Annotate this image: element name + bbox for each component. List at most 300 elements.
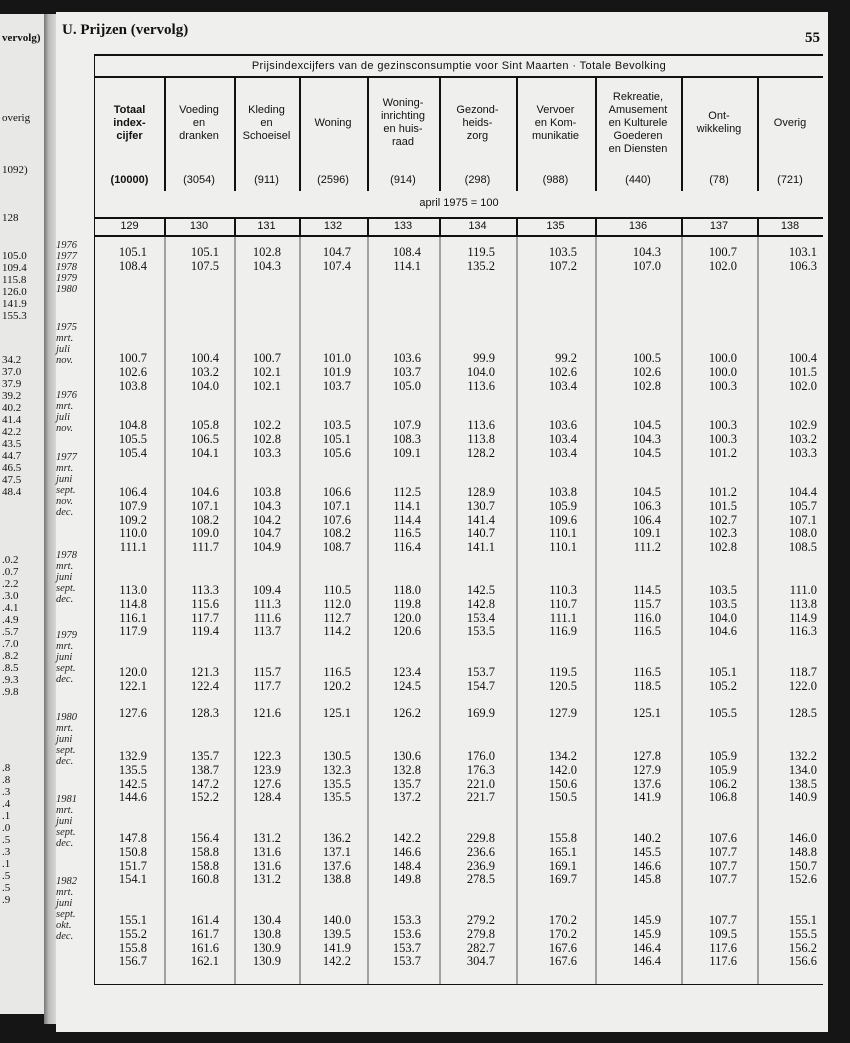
index-value: 121.6 (252, 706, 281, 721)
index-value: 148.4 (392, 858, 421, 873)
index-value: 236.9 (466, 858, 495, 873)
index-value: 114.8 (119, 596, 147, 611)
index-value: 104.2 (252, 512, 281, 527)
index-value: 102.6 (632, 364, 661, 379)
index-value: 102.0 (788, 378, 817, 393)
previous-page-value: .8.5 (2, 662, 19, 674)
index-value: 138.7 (190, 762, 219, 777)
index-value: 130.8 (252, 926, 281, 941)
index-value: 102.9 (788, 418, 817, 432)
column-weight: (911) (254, 174, 279, 186)
index-value: 132.8 (392, 762, 421, 777)
index-value: 104.8 (118, 418, 147, 432)
previous-page-value: 37.9 (2, 378, 22, 390)
index-value: 116.1 (119, 610, 147, 625)
index-value: 104.0 (466, 364, 495, 379)
index-value: 142.8 (466, 596, 495, 611)
index-value: 104.7 (252, 526, 281, 541)
index-value: 117.7 (191, 610, 219, 625)
column-header: Woning (314, 116, 352, 129)
column-header: Totaal index- cijfer (113, 103, 146, 142)
index-value: 110.1 (549, 526, 577, 541)
index-value: 111.7 (191, 540, 219, 555)
index-value: 109.1 (392, 445, 421, 460)
index-value: 105.9 (548, 498, 577, 513)
index-value: 111.0 (789, 583, 817, 597)
index-value: 109.4 (252, 583, 281, 597)
index-value: 169.9 (466, 706, 495, 721)
index-value: 99.9 (473, 351, 495, 365)
year-label: 1980 (56, 284, 77, 295)
column-number: 132 (323, 220, 343, 232)
year-label: dec. (56, 594, 74, 605)
index-value: 120.0 (392, 610, 421, 625)
year-label: sept. (56, 485, 76, 496)
previous-page-value: 126.0 (2, 286, 27, 298)
index-value: 106.6 (322, 485, 351, 499)
index-value: 141.9 (632, 790, 661, 805)
index-value: 141.1 (466, 540, 495, 555)
index-value: 99.2 (555, 351, 577, 365)
index-value: 103.8 (252, 485, 281, 499)
index-value: 104.6 (190, 485, 219, 499)
index-value: 115.6 (191, 596, 219, 611)
index-value: 108.3 (392, 431, 421, 446)
index-value: 146.4 (632, 954, 661, 969)
previous-page-value: .9.3 (2, 674, 19, 686)
previous-page-value: 37.0 (2, 366, 22, 378)
data-cell-group (95, 666, 817, 721)
index-value: 116.9 (549, 624, 577, 639)
index-value: 137.6 (632, 776, 661, 791)
index-value: 107.1 (788, 512, 817, 527)
index-value: 141.9 (322, 940, 351, 955)
previous-page-value: 115.8 (2, 274, 27, 286)
index-value: 120.6 (392, 624, 421, 639)
index-value: 146.4 (632, 940, 661, 955)
index-value: 110.0 (119, 526, 147, 541)
year-label: mrt. (56, 463, 74, 474)
index-value: 120.5 (548, 678, 577, 693)
index-value: 107.5 (190, 258, 219, 273)
index-value: 104.0 (708, 610, 737, 625)
index-value: 156.6 (788, 954, 817, 969)
previous-page-value: 141.9 (2, 298, 27, 310)
previous-page-value: 155.3 (2, 310, 27, 322)
previous-page-value: 41.4 (2, 414, 22, 426)
index-value: 158.8 (190, 858, 219, 873)
index-value: 154.1 (118, 872, 147, 887)
index-value: 123.9 (252, 762, 281, 777)
index-value: 103.7 (322, 378, 351, 393)
table-rule (95, 235, 823, 237)
index-value: 115.7 (253, 665, 281, 679)
previous-page-value: .4.9 (2, 614, 19, 626)
index-value: 100.3 (708, 431, 737, 446)
index-value: 146.0 (788, 831, 817, 845)
index-value: 108.4 (392, 245, 421, 259)
year-label: mrt. (56, 401, 74, 412)
year-label: sept. (56, 827, 76, 838)
previous-page-value: .1 (2, 810, 11, 822)
data-cell-group (95, 352, 817, 393)
index-value: 132.2 (788, 749, 817, 763)
year-label: 1976 (56, 390, 77, 401)
index-value: 127.8 (632, 749, 661, 763)
index-value: 155.1 (118, 913, 147, 927)
index-value: 104.3 (632, 245, 661, 259)
year-label: nov. (56, 423, 74, 434)
index-value: 131.6 (252, 858, 281, 873)
index-value: 108.4 (118, 258, 147, 273)
previous-page-value: .3 (2, 786, 11, 798)
index-value: 116.5 (633, 624, 661, 639)
index-value: 100.4 (788, 351, 817, 365)
index-value: 153.7 (392, 954, 421, 969)
previous-page-value: .0.7 (2, 566, 19, 578)
index-value: 121.3 (190, 665, 219, 679)
index-value: 108.2 (190, 512, 219, 527)
index-value: 156.2 (788, 940, 817, 955)
index-value: 153.5 (466, 624, 495, 639)
index-value: 119.4 (191, 624, 219, 639)
index-value: 154.7 (466, 678, 495, 693)
index-value: 111.1 (119, 540, 147, 555)
price-index-table (94, 54, 823, 985)
year-label: mrt. (56, 333, 74, 344)
index-value: 103.5 (548, 245, 577, 259)
data-cell-group (95, 419, 817, 460)
index-value: 106.3 (788, 258, 817, 273)
column-number: 136 (628, 220, 648, 232)
index-value: 110.1 (549, 540, 577, 555)
index-value: 167.6 (548, 940, 577, 955)
column-header: Kleding en Schoeisel (242, 103, 291, 142)
table-title: Prijsindexcijfers van de gezinsconsumptie voor Sint Maarten · Totale Bevolking (251, 60, 667, 72)
index-value: 138.5 (788, 776, 817, 791)
index-value: 103.2 (788, 431, 817, 446)
year-label: mrt. (56, 723, 74, 734)
index-value: 119.5 (549, 665, 577, 679)
index-value: 100.0 (708, 364, 737, 379)
index-value: 221.0 (466, 776, 495, 791)
index-value: 105.7 (788, 498, 817, 513)
column-weight: (3054) (183, 174, 215, 186)
book-spine (44, 14, 56, 1024)
index-value: 104.3 (252, 498, 281, 513)
index-value: 153.7 (392, 940, 421, 955)
index-value: 104.6 (708, 624, 737, 639)
year-label: okt. (56, 920, 72, 931)
index-value: 103.2 (190, 364, 219, 379)
index-value: 113.6 (467, 378, 495, 393)
column-number: 137 (709, 220, 729, 232)
index-value: 105.9 (708, 749, 737, 763)
year-label: juni (56, 898, 73, 909)
index-value: 111.6 (253, 610, 281, 625)
index-value: 102.8 (252, 245, 281, 259)
index-value: 130.6 (392, 749, 421, 763)
index-value: 100.5 (632, 351, 661, 365)
index-value: 116.5 (633, 665, 661, 679)
index-value: 103.4 (548, 445, 577, 460)
index-value: 105.9 (708, 762, 737, 777)
index-value: 165.1 (548, 844, 577, 859)
index-value: 103.7 (392, 364, 421, 379)
index-value: 103.5 (322, 418, 351, 432)
index-value: 140.9 (788, 790, 817, 805)
previous-page-value: 109.4 (2, 262, 27, 274)
column-number: 135 (546, 220, 565, 232)
previous-page-value: 44.7 (2, 450, 22, 462)
data-cell-group (95, 584, 817, 639)
year-label: mrt. (56, 561, 74, 572)
index-value: 135.5 (322, 776, 351, 791)
index-value: 155.5 (788, 926, 817, 941)
index-value: 106.3 (632, 498, 661, 513)
index-value: 279.8 (466, 926, 495, 941)
index-value: 153.3 (392, 913, 421, 927)
index-value: 135.7 (392, 776, 421, 791)
index-value: 103.5 (708, 583, 737, 597)
index-value: 102.6 (118, 364, 147, 379)
index-value: 150.6 (548, 776, 577, 791)
index-value: 122.3 (252, 749, 281, 763)
index-value: 103.6 (392, 351, 421, 365)
year-label: 1977 (56, 251, 77, 262)
index-value: 152.6 (788, 872, 817, 887)
index-value: 128.3 (190, 706, 219, 721)
index-value: 103.8 (548, 485, 577, 499)
data-cell-group (95, 914, 817, 969)
index-value: 110.5 (323, 583, 351, 597)
previous-page-value: .1 (2, 858, 11, 870)
index-value: 145.9 (632, 913, 661, 927)
previous-page-value: .4.1 (2, 602, 19, 614)
index-value: 100.7 (252, 351, 281, 365)
index-value: 112.5 (393, 485, 421, 499)
year-label: juli (56, 412, 71, 423)
column-weight: (78) (709, 174, 729, 186)
index-value: 125.1 (322, 706, 351, 721)
index-value: 116.3 (789, 624, 817, 639)
index-value: 118.7 (789, 665, 817, 679)
index-value: 145.5 (632, 844, 661, 859)
index-value: 113.3 (191, 583, 219, 597)
index-value: 105.1 (708, 665, 737, 679)
index-value: 170.2 (548, 913, 577, 927)
index-value: 131.2 (252, 831, 281, 845)
index-value: 107.7 (708, 858, 737, 873)
column-weight: (988) (542, 174, 569, 186)
year-label: sept. (56, 663, 76, 674)
index-value: 109.6 (548, 512, 577, 527)
index-value: 105.5 (708, 706, 737, 721)
index-value: 155.8 (118, 940, 147, 955)
index-value: 127.9 (632, 762, 661, 777)
index-value: 109.0 (190, 526, 219, 541)
index-value: 130.5 (322, 749, 351, 763)
base-period: april 1975 = 100 (419, 197, 499, 209)
column-number: 131 (257, 220, 276, 232)
index-value: 128.5 (788, 706, 817, 721)
index-value: 107.6 (708, 831, 737, 845)
index-value: 137.1 (322, 844, 351, 859)
index-value: 103.4 (548, 378, 577, 393)
previous-page-value: .0.2 (2, 554, 19, 566)
year-label: nov. (56, 355, 74, 366)
index-value: 107.7 (708, 844, 737, 859)
year-label: dec. (56, 756, 74, 767)
previous-page-values (2, 354, 21, 498)
index-value: 142.2 (322, 954, 351, 969)
index-value: 150.7 (788, 858, 817, 873)
previous-page-value: .8 (2, 762, 11, 774)
index-value: 137.2 (392, 790, 421, 805)
year-label: 1981 (56, 794, 77, 805)
index-value: 101.2 (708, 485, 737, 499)
index-value: 100.4 (190, 351, 219, 365)
index-value: 122.0 (788, 678, 817, 693)
index-value: 153.4 (466, 610, 495, 625)
year-label: 1980 (56, 712, 77, 723)
data-cell-group (95, 486, 817, 555)
index-value: 128.2 (466, 445, 495, 460)
index-value: 107.1 (322, 498, 351, 513)
index-value: 108.5 (788, 540, 817, 555)
index-value: 153.6 (392, 926, 421, 941)
index-value: 114.4 (393, 512, 421, 527)
column-weight: (914) (390, 174, 416, 186)
index-value: 116.0 (633, 610, 661, 625)
index-value: 102.7 (708, 512, 737, 527)
index-value: 108.0 (788, 526, 817, 541)
index-value: 158.8 (190, 844, 219, 859)
year-label: 1978 (56, 550, 77, 561)
index-value: 104.0 (190, 378, 219, 393)
index-value: 103.8 (118, 378, 147, 393)
index-value: 105.1 (190, 245, 219, 259)
index-value: 102.1 (252, 364, 281, 379)
index-value: 148.8 (788, 844, 817, 859)
index-value: 136.2 (322, 831, 351, 845)
index-value: 102.3 (708, 526, 737, 541)
index-value: 113.0 (119, 583, 147, 597)
index-value: 101.5 (788, 364, 817, 379)
column-number: 134 (468, 220, 487, 232)
column-header: Ont- wikkeling (696, 110, 742, 135)
index-value: 128.9 (466, 485, 495, 499)
previous-page-value: .4 (2, 798, 11, 810)
year-label: 1979 (56, 273, 77, 284)
index-value: 103.4 (548, 431, 577, 446)
index-value: 161.6 (190, 940, 219, 955)
column-number: 130 (189, 220, 209, 232)
index-value: 169.7 (548, 872, 577, 887)
year-label: 1979 (56, 630, 77, 641)
index-value: 170.2 (548, 926, 577, 941)
previous-page-value: 39.2 (2, 390, 22, 402)
index-value: 114.1 (393, 258, 421, 273)
index-value: 107.9 (392, 418, 421, 432)
column-weight: (10000) (110, 174, 149, 186)
page-number: 55 (805, 30, 820, 46)
index-value: 131.6 (252, 844, 281, 859)
index-value: 111.2 (633, 540, 661, 555)
index-value: 139.5 (322, 926, 351, 941)
previous-page-value: .3.0 (2, 590, 19, 602)
index-value: 127.6 (252, 776, 281, 791)
previous-page-value: 46.5 (2, 462, 22, 474)
index-value (95, 694, 817, 708)
index-value: 144.6 (118, 790, 147, 805)
index-value: 145.8 (632, 872, 661, 887)
index-value: 135.5 (118, 762, 147, 777)
index-value: 125.1 (632, 706, 661, 721)
index-value: 114.9 (789, 610, 817, 625)
index-value: 131.2 (252, 872, 281, 887)
index-value: 134.2 (548, 749, 577, 763)
index-value: 104.1 (190, 445, 219, 460)
previous-page-value: 43.5 (2, 438, 22, 450)
year-label: mrt. (56, 887, 74, 898)
index-value: 113.6 (467, 418, 495, 432)
column-number: 129 (120, 220, 139, 232)
previous-page-value: .0 (2, 822, 11, 834)
index-value: 102.2 (252, 418, 281, 432)
index-value: 135.2 (466, 258, 495, 273)
index-value: 141.4 (466, 512, 495, 527)
previous-page-values (2, 250, 27, 322)
index-value: 140.2 (632, 831, 661, 845)
previous-page-value: .7.0 (2, 638, 19, 650)
index-value: 176.0 (466, 749, 495, 763)
index-value: 126.2 (392, 706, 421, 721)
year-label: juli (56, 344, 71, 355)
index-value: 104.5 (632, 445, 661, 460)
previous-page-item: 1092) (2, 164, 28, 176)
index-value: 138.8 (322, 872, 351, 887)
index-value: 282.7 (466, 940, 495, 955)
index-value: 118.0 (393, 583, 421, 597)
index-value: 113.7 (253, 624, 281, 639)
index-value: 120.0 (118, 665, 147, 679)
year-label: juni (56, 652, 73, 663)
year-label: sept. (56, 909, 76, 920)
previous-page-value: .3 (2, 846, 11, 858)
index-value: 122.1 (118, 678, 147, 693)
index-value: 279.2 (466, 913, 495, 927)
index-value: 109.2 (118, 512, 147, 527)
column-header: Rekreatie, Amusement en Kulturele Goederen en Diensten (608, 90, 668, 155)
index-value: 113.8 (467, 431, 495, 446)
table-rule (95, 76, 823, 78)
index-value: 105.1 (322, 431, 351, 446)
column-weight: (2596) (317, 174, 349, 186)
index-value: 149.8 (392, 872, 421, 887)
index-value: 101.0 (322, 351, 351, 365)
index-value: 104.7 (322, 245, 351, 259)
index-value: 221.7 (466, 790, 495, 805)
column-header: Vervoer en Kom- munikatie (531, 103, 580, 142)
index-value: 107.7 (708, 872, 737, 887)
index-value: 134.0 (788, 762, 817, 777)
index-value: 107.4 (322, 258, 351, 273)
previous-page-value: 40.2 (2, 402, 22, 414)
index-value: 117.6 (709, 940, 737, 955)
index-value: 104.5 (632, 485, 661, 499)
previous-page-value: .5 (2, 870, 11, 882)
